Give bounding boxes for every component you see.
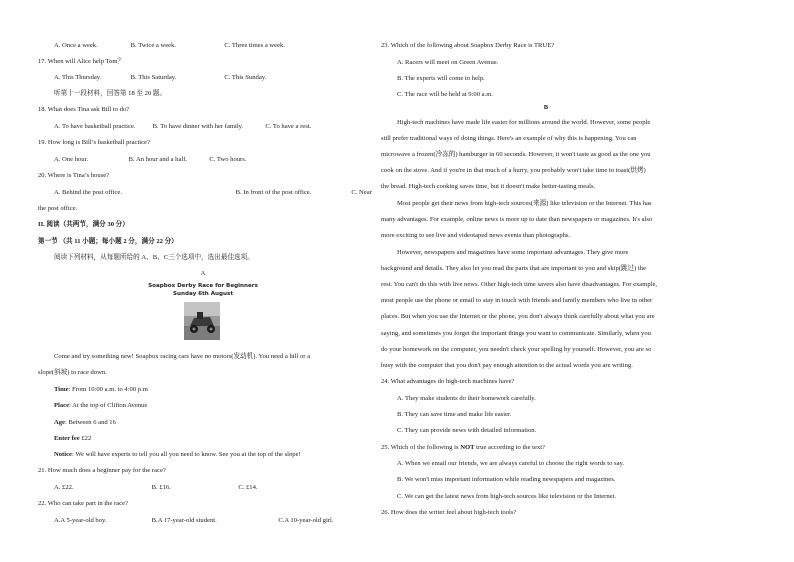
q18-option-c: C. To have a rest. — [265, 123, 312, 130]
q24-option-a: A. They make students do their homework carefully. — [397, 395, 536, 402]
q18-option-a: A. To have basketball practice. — [54, 123, 136, 130]
poster-age — [54, 419, 116, 427]
passage-b-p3-line6: saying, and sometimes you forget the important things you want to communicate. Similarly, when you — [381, 330, 651, 337]
q21-option-a: A. £22. — [54, 484, 74, 491]
q24-question: 24. What advantages do high-tech machines have? — [381, 378, 515, 385]
q25-not: NOT — [460, 444, 475, 451]
passage-a-label: A — [200, 270, 206, 277]
q24-option-b: B. They can save time and make life easier. — [397, 411, 512, 418]
q20-question: 20. Where is Tina’s house? — [38, 172, 110, 179]
q17-option-a: A. This Thursday. — [54, 74, 102, 81]
passage-b-p2-line3: more exciting to see live and videotaped news events than photographs. — [381, 232, 571, 239]
q23-option-a: A. Racers will meet on Green Avenue. — [397, 59, 499, 66]
time-label: Time — [54, 386, 69, 393]
q20-option-b: B. In front of the post office. — [235, 189, 312, 196]
fee-value: £22 — [79, 435, 92, 442]
passage-b-p3-line7: do your homework on the computer, you needn't check your spelling by yourself. However, you are so — [381, 346, 652, 353]
fee-label: Enter fee — [54, 435, 80, 442]
passage-b-p1-line1: High-tech machines have made life easier for millions around the world. However, some people — [397, 119, 651, 126]
q22-question: 22. Who can take part in the race? — [38, 500, 128, 507]
q25-option-b: B. We won't miss important information while reading newspapers and magazines. — [397, 476, 616, 483]
passage-b-p2-line2: many advantages. For example, online news is more up to date than newspapers or magazines. It's also — [381, 216, 653, 223]
poster-title: Soapbox Derby Race for Beginners — [148, 283, 258, 289]
part-one-heading: 第一节 （共 11 小题；每小题 2 分，满分 22 分） — [38, 238, 178, 245]
q17-option-b: B. This Saturday. — [130, 74, 177, 81]
soapbox-car-photo — [184, 302, 220, 340]
notice-label: Notice — [54, 451, 72, 458]
q23-question: 23. Which of the following about Soapbox Derby Race is TRUE? — [381, 42, 555, 49]
notice-value: : We will have experts to tell you all you need to know. See you at the top of the slope! — [71, 451, 301, 458]
passage-a-intro-line1: Come and try something new! Soapbox racing cars have no motors(发动机). You need a hill or a — [54, 353, 311, 360]
q17-options — [54, 74, 266, 82]
poster-place — [54, 402, 147, 410]
q17-question: 17. When will Alice help Tom？ — [38, 58, 125, 65]
q18-options — [54, 123, 311, 131]
q19-option-c: C. Two hours. — [209, 156, 247, 163]
passage-b-p3-line4: most people use the phone or email to stay in touch with friends and family members who live in other — [381, 297, 653, 304]
q23-option-b: B. The experts will come to help. — [397, 75, 485, 82]
q16-option-b: B. Twice a week. — [130, 42, 177, 49]
q25-suffix: true according to the text? — [474, 444, 545, 451]
poster-notice — [54, 451, 301, 459]
poster-date: Sunday 6th August — [173, 291, 233, 297]
q16-option-c: C. Three times a week. — [224, 42, 285, 49]
age-value: : Between 6 and 16 — [65, 419, 116, 426]
place-label: Place — [54, 402, 70, 409]
q22-option-b: B.A 17-year-old student. — [151, 517, 217, 524]
passage-b-p3-line1: However, newspapers and magazines have some important advantages. They give more — [397, 249, 629, 256]
q21-options — [54, 484, 258, 492]
q21-option-c: C. £14. — [238, 484, 258, 491]
passage-b-label: B — [543, 104, 549, 111]
age-label: Age — [54, 419, 65, 426]
q19-options — [54, 156, 246, 164]
passage-b-p1-line2: still prefer traditional ways of doing things. Here's an example of why this is happening. You can — [381, 135, 637, 142]
q22-option-a: A.A 5-year-old boy. — [54, 517, 107, 524]
q23-option-c: C. The race will be held at 9:00 a.m. — [397, 91, 494, 98]
q26-question: 26. How does the writer feel about high-tech tools? — [381, 509, 517, 516]
q21-option-b: B. £16. — [151, 484, 171, 491]
q19-question: 19. How long is Bill’s basketball practice? — [38, 139, 150, 146]
place-value: : At the top of Clifton Avenue — [69, 402, 148, 409]
q20-option-a: A. Behind the post office. — [54, 189, 123, 196]
poster-time — [54, 386, 148, 394]
q16-options — [54, 42, 285, 50]
q25-prefix: 25. Which of the following is — [381, 444, 461, 451]
q20-options — [54, 189, 372, 197]
passage-b-p1-line4: cook on the stove. And if you're in that much of a hurry, you probably won't take time to toast(烘烤) — [381, 167, 646, 174]
q22-option-c: C.A 10-year-old girl. — [278, 517, 334, 524]
q18-question: 18. What does Tina ask Bill to do? — [38, 106, 130, 113]
q25-question — [381, 444, 545, 452]
reading-instructions: 阅读下列材料，从每题所给的 A、B、C三个选项中，选出最佳选项。 — [54, 254, 254, 261]
q18-option-b: B. To have dinner with her family. — [152, 123, 244, 130]
q22-options — [54, 517, 333, 525]
poster-fee — [54, 435, 91, 443]
passage-b-p3-line3: rest. You can't do this with live news. Other high-tech time savers also have disadvantages. For example, — [381, 281, 658, 288]
passage-b-p1-line3: microwave a frozen(冷冻的) hamburger in 60 seconds. However, it won't taste as good as the one you — [381, 151, 651, 158]
q19-option-a: A. One hour. — [54, 156, 89, 163]
passage-b-p3-line2: background and details. They also let you read the parts that are important to you and skip(跳过) the — [381, 265, 647, 272]
q20-option-c: C. Near — [351, 189, 372, 196]
q19-option-b: B. An hour and a half. — [128, 156, 188, 163]
passage-b-p3-line8: busy with the computer that you don't pay enough attention to the actual words you are writing. — [381, 362, 633, 369]
q25-option-a: A. When we email our friends, we are always careful to choose the right words to say. — [397, 460, 625, 467]
passage-b-p1-line5: the bread. High-tech cooking saves time, but it doesn't make better-tasting meals. — [381, 183, 596, 190]
passage-b-p3-line5: places. But when you use the Internet or the phone, you don't always think carefully about what you are — [381, 313, 655, 320]
q24-option-c: C. They can provide news with detailed information. — [397, 427, 537, 434]
section-reading-heading: II. 阅读（共两节，满分 30 分） — [38, 221, 129, 228]
q20-option-c-continued: the post office. — [38, 205, 78, 212]
time-value: : From 10:00 a.m. to 4:00 p.m — [68, 386, 148, 393]
passage-a-intro-line2: slope(斜坡) to race down. — [38, 369, 107, 376]
q16-option-a: A. Once a week. — [54, 42, 98, 49]
passage-b-p2-line1: Most people get their news from high-tech sources(来源) like television or the Internet. This has — [397, 200, 652, 207]
q21-question: 21. How much does a beginner pay for the race? — [38, 467, 166, 474]
q25-option-c: C. We can get the latest news from high-tech sources like television or the Internet. — [397, 493, 617, 500]
listening-material-11: 听第十一段材料，回答第 18 至 20 题。 — [54, 90, 167, 97]
q17-option-c: C. This Sunday. — [224, 74, 267, 81]
